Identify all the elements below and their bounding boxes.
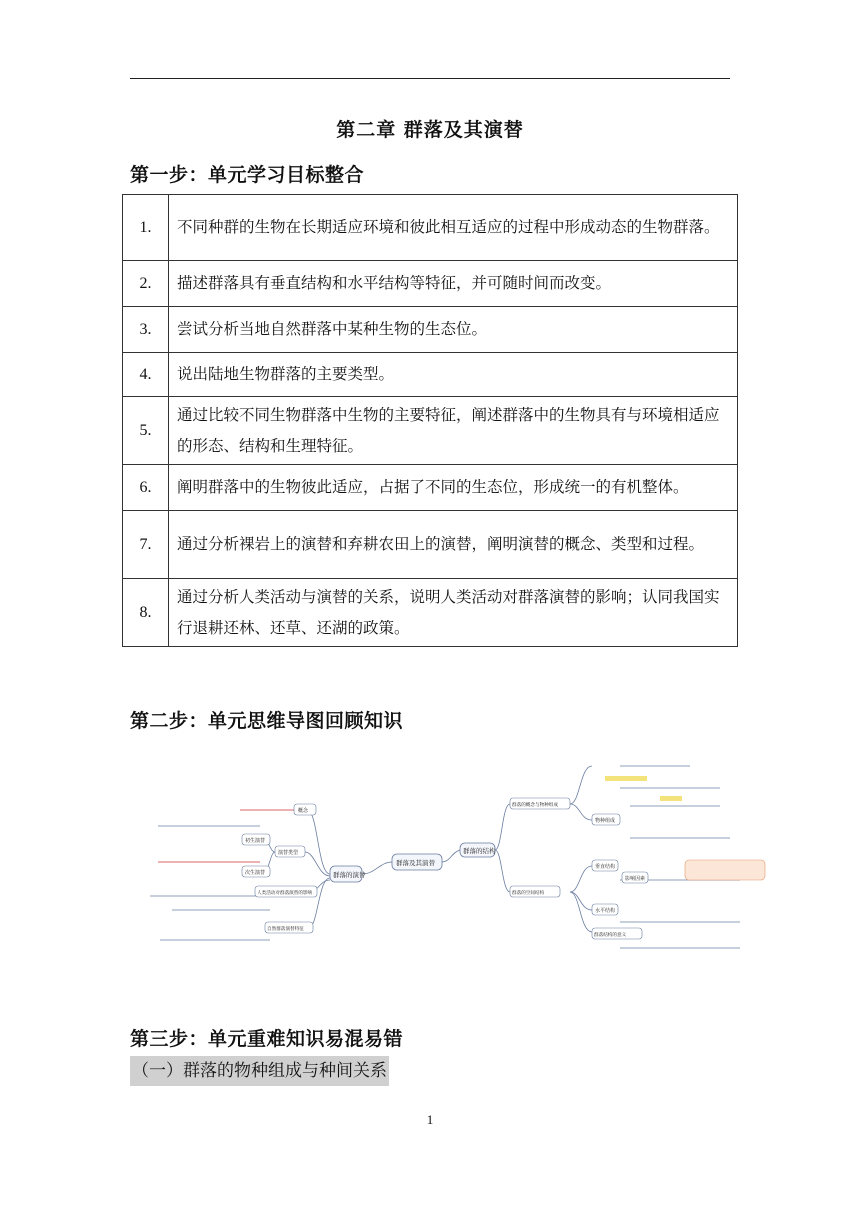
goal-text: 不同种群的生物在长期适应环境和彼此相互适应的过程中形成动态的生物群落。 [169, 195, 738, 261]
mindmap-left-branch: 群落的演替 [333, 871, 366, 879]
goal-number: 5. [123, 397, 169, 465]
table-row [123, 465, 738, 511]
chapter-title: 第二章 群落及其演替 [336, 119, 524, 141]
goal-number: 4. [123, 353, 169, 397]
goal-text: 阐明群落中的生物彼此适应，占据了不同的生态位，形成统一的有机整体。 [169, 465, 738, 511]
page-number: 1 [426, 1112, 434, 1127]
step3-heading: 第三步：单元重难知识易混易错 [130, 1028, 404, 1050]
goal-number: 2. [123, 261, 169, 307]
mindmap-root: 群落及其演替 [396, 859, 435, 867]
step1-heading: 第一步：单元学习目标整合 [130, 164, 365, 186]
mindmap-node: 垂直结构 [595, 864, 616, 870]
mindmap-node: 次生演替 [245, 870, 266, 876]
goal-number: 6. [123, 465, 169, 511]
step2-heading: 第二步：单元思维导图回顾知识 [130, 710, 404, 732]
goal-number: 8. [123, 579, 169, 647]
mindmap-node: 水平结构 [595, 908, 616, 914]
mindmap-right-branch: 群落的结构 [463, 847, 496, 855]
mindmap-node: 自然群落演替特征 [267, 927, 304, 932]
goal-text: 通过分析人类活动与演替的关系，说明人类活动对群落演替的影响；认同我国实行退耕还林、还草、还湖的政策。 [169, 579, 738, 647]
mindmap-node: 群落的空间结构 [512, 891, 545, 896]
goal-text: 说出陆地生物群落的主要类型。 [169, 353, 738, 397]
table-row [123, 579, 738, 647]
header-rule [130, 78, 730, 79]
mindmap-node: 影响因素 [625, 876, 646, 882]
mindmap-node: 人类活动对群落演替的影响 [257, 891, 313, 896]
table-row [123, 195, 738, 261]
goal-number: 1. [123, 195, 169, 261]
mindmap-node: 群落的概念与物种组成 [512, 803, 558, 808]
goal-text: 通过比较不同生物群落中生物的主要特征，阐述群落中的生物具有与环境相适应的形态、结构和生理特征。 [169, 397, 738, 465]
mindmap-node: 概念 [298, 808, 309, 814]
mindmap-node: 演替类型 [278, 850, 299, 856]
goal-text: 通过分析裸岩上的演替和弃耕农田上的演替，阐明演替的概念、类型和过程。 [169, 511, 738, 579]
table-row [123, 261, 738, 307]
mindmap-node: 物种组成 [595, 818, 616, 824]
table-row [123, 511, 738, 579]
goal-text: 尝试分析当地自然群落中某种生物的生态位。 [169, 307, 738, 353]
table-row [123, 353, 738, 397]
mindmap-node: 群落结构的意义 [594, 933, 627, 938]
mind-map-image [130, 752, 770, 964]
goal-text: 描述群落具有垂直结构和水平结构等特征，并可随时间而改变。 [169, 261, 738, 307]
section-label: （一）群落的物种组成与种间关系 [130, 1056, 389, 1086]
goal-number: 3. [123, 307, 169, 353]
table-row [123, 307, 738, 353]
table-row [123, 397, 738, 465]
mindmap-node: 初生演替 [245, 838, 266, 844]
goal-number: 7. [123, 511, 169, 579]
goals-table [122, 194, 738, 647]
